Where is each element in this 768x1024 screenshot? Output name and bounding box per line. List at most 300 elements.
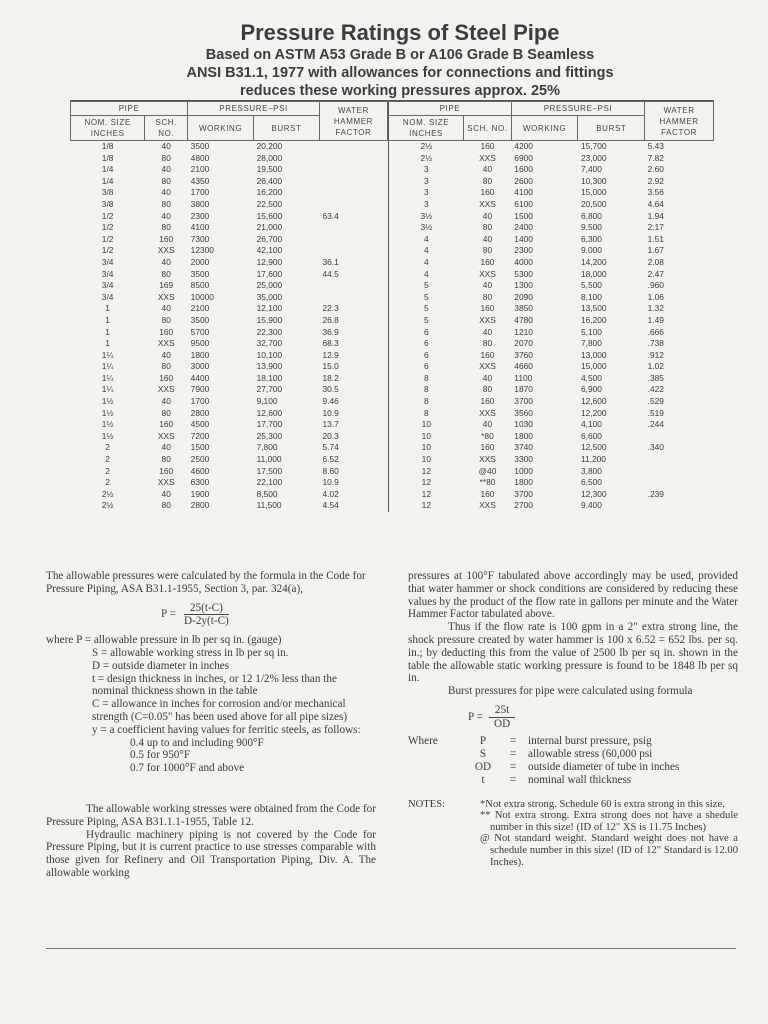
table-row	[389, 396, 714, 408]
cell-nom-size: 4	[389, 269, 464, 281]
cell-burst: 20,200	[256, 141, 283, 151]
table-row	[71, 431, 388, 443]
table-row	[71, 303, 388, 315]
cell-working: 2300	[190, 210, 210, 221]
cell-sch-no: 80	[161, 268, 171, 279]
cell-water-hammer: 13.7	[322, 419, 339, 430]
header-pipe: PIPE	[389, 102, 512, 116]
cell-sch-no: XXS	[479, 361, 496, 372]
table-row	[71, 454, 388, 466]
cell-sch-no: 80	[161, 152, 171, 163]
header-working: WORKING	[188, 116, 254, 141]
header-nom-size: NOM. SIZE INCHES	[71, 116, 145, 141]
bottom-rule	[46, 948, 736, 949]
cell-nom-size: 1¼	[101, 384, 114, 395]
spacer	[408, 774, 468, 787]
cell-nom-size: 2	[105, 454, 110, 465]
left-text-column	[46, 570, 376, 880]
pressure-tables	[70, 100, 714, 512]
cell-working: 3850	[514, 303, 533, 314]
cell-water-hammer	[319, 199, 387, 211]
cell-working: 1600	[514, 164, 533, 175]
cell-water-hammer: 1.49	[647, 314, 664, 325]
stress-source-paragraph: The allowable working stresses were obtained from the Code for Pressure Piping, ASA B31.1.1-1955, Table 12.	[46, 802, 376, 828]
left-pressure-table	[70, 101, 388, 512]
subtitle-line-1: Based on ASTM A53 Grade B or A106 Grade B Seamless	[205, 47, 595, 63]
cell-burst: 17,700	[256, 419, 283, 430]
cell-burst: 26,700	[256, 233, 283, 244]
cell-burst: 3,800	[580, 465, 602, 476]
cell-water-hammer	[319, 176, 387, 188]
def-equals: =	[509, 747, 517, 760]
cell-sch-no: 80	[161, 198, 171, 209]
def-description: nominal wall thickness	[528, 773, 632, 786]
cell-nom-size: 1½	[101, 419, 114, 430]
cell-nom-size: 8	[389, 384, 464, 396]
cell-water-hammer	[645, 466, 714, 478]
page-title: Pressure Ratings of Steel Pipe	[240, 20, 560, 45]
cell-burst: 28,000	[256, 152, 283, 163]
cell-water-hammer: 3.56	[647, 187, 664, 198]
cell-nom-size: 3/4	[101, 280, 114, 291]
cell-nom-size: 1¼	[101, 361, 114, 372]
cell-water-hammer: 8.60	[322, 465, 339, 476]
cell-working: 3700	[514, 396, 533, 407]
cell-sch-no: 40	[482, 164, 493, 175]
table-row	[71, 408, 388, 420]
cell-burst: 15,700	[580, 141, 607, 151]
table-row	[389, 222, 714, 234]
allowable-pressure-formula	[161, 602, 376, 629]
cell-working: 4500	[190, 419, 210, 430]
table-row	[71, 187, 388, 199]
table-row	[389, 384, 714, 396]
cell-burst: 9,000	[580, 245, 602, 256]
table-row	[389, 477, 714, 489]
cell-nom-size: 6	[389, 327, 464, 339]
cell-water-hammer: 1.06	[647, 291, 664, 302]
cell-water-hammer: 1.32	[647, 303, 664, 314]
cell-working: 3760	[514, 349, 533, 360]
cell-water-hammer	[645, 431, 714, 443]
cell-nom-size: 1	[105, 303, 110, 314]
cell-water-hammer: .519	[647, 407, 664, 418]
cell-working: 2400	[514, 222, 533, 233]
table-row	[389, 292, 714, 304]
cell-water-hammer: 15.0	[322, 361, 339, 372]
where-c: C = allowance in inches for corrosion and/or mechanical strength (C=0.05" has been used above for all pipe sizes)	[92, 698, 348, 723]
cell-water-hammer	[319, 164, 387, 176]
cell-nom-size: 5	[389, 315, 464, 327]
formula-intro: The allowable pressures were calculated by the formula in the Code for Pressure Piping, ASA B31.1-1955, Section 3, par. 324(a),	[46, 570, 366, 595]
cell-nom-size: 10	[389, 454, 464, 466]
cell-nom-size: 4	[389, 257, 464, 269]
table-row	[71, 466, 388, 478]
cell-nom-size: 5	[389, 280, 464, 292]
cell-burst: 15,000	[580, 361, 607, 372]
cell-working: 9500	[190, 338, 210, 349]
cell-sch-no: 80	[161, 500, 171, 511]
cell-water-hammer	[645, 477, 714, 489]
cell-burst: 15,600	[256, 210, 283, 221]
cell-sch-no: 80	[482, 222, 493, 233]
cell-nom-size: 3	[389, 176, 464, 188]
table-row	[389, 373, 714, 385]
cell-working: 2090	[514, 291, 533, 302]
cell-burst: 15,000	[580, 187, 607, 198]
cell-working: 1400	[514, 233, 533, 244]
table-row	[389, 245, 714, 257]
cell-working: 1800	[190, 349, 210, 360]
cell-working: 12300	[190, 245, 214, 256]
table-row	[71, 164, 388, 176]
cell-water-hammer: 26.8	[322, 314, 339, 325]
cell-nom-size: 10	[389, 419, 464, 431]
table-row	[71, 280, 388, 292]
cell-sch-no: 40	[482, 372, 493, 383]
cell-water-hammer: 30.5	[322, 384, 339, 395]
cell-burst: 21,000	[256, 222, 283, 233]
cell-sch-no: 80	[482, 338, 493, 349]
header-burst: BURST	[254, 116, 320, 141]
table-row	[389, 338, 714, 350]
cell-nom-size: 1¼	[101, 372, 114, 383]
table-row	[389, 164, 714, 176]
cell-sch-no: 160	[159, 372, 174, 383]
notes-label: NOTES:	[408, 798, 446, 810]
cell-water-hammer: .422	[647, 384, 664, 395]
cell-burst: 6,600	[580, 430, 602, 441]
cell-water-hammer	[319, 245, 387, 257]
cell-sch-no: 160	[480, 187, 495, 198]
cell-sch-no: 40	[161, 210, 171, 221]
cell-nom-size: 10	[389, 431, 464, 443]
cell-burst: 7,400	[580, 164, 602, 175]
cell-burst: 25,300	[256, 430, 283, 441]
cell-water-hammer: 2.92	[647, 175, 664, 186]
cell-sch-no: 160	[480, 488, 495, 499]
cell-sch-no: 40	[161, 141, 171, 151]
header-water-hammer: WATER HAMMER FACTOR	[319, 102, 387, 141]
spacer	[408, 761, 468, 774]
cell-working: 1800	[514, 477, 533, 488]
cell-sch-no: 80	[161, 407, 171, 418]
table-row	[389, 315, 714, 327]
subtitle-line-2: ANSI B31.1, 1977 with allowances for connections and fittings	[186, 65, 614, 81]
cell-sch-no: XXS	[479, 454, 496, 465]
cell-water-hammer: 2.17	[647, 222, 664, 233]
table-row	[71, 176, 388, 188]
cell-nom-size: 3	[389, 187, 464, 199]
table-row	[389, 153, 714, 165]
header-burst: BURST	[578, 116, 645, 141]
table-row	[389, 269, 714, 281]
cell-nom-size: 2½	[101, 488, 114, 499]
table-row	[71, 153, 388, 165]
cell-working: 1900	[190, 488, 210, 499]
cell-burst: 5,100	[580, 326, 602, 337]
cell-working: 7200	[190, 430, 210, 441]
cell-sch-no: 40	[482, 419, 493, 430]
cell-nom-size: 1/4	[101, 164, 114, 175]
cell-water-hammer: .340	[647, 442, 664, 453]
cell-burst: 11,500	[256, 500, 282, 511]
cell-burst: 42,100	[256, 245, 283, 256]
cell-sch-no: 80	[161, 361, 171, 372]
cell-working: 4000	[514, 256, 533, 267]
table-row	[389, 442, 714, 454]
cell-nom-size: 1/4	[101, 175, 114, 186]
cell-sch-no: XXS	[479, 198, 496, 209]
cell-working: 7900	[190, 384, 210, 395]
table-row	[389, 431, 714, 443]
note-3: @ Not standard weight. Standard weight does not have a schedule number in this size! (ID of 12" Standard is 12.00 Inches).	[480, 833, 738, 868]
cell-water-hammer: 1.51	[647, 233, 664, 244]
def-description: outside diameter of tube in inches	[528, 760, 680, 773]
header-nom-size: NOM. SIZE INCHES	[389, 116, 464, 141]
cell-burst: 12,600	[256, 407, 283, 418]
cell-burst: 23,000	[580, 152, 607, 163]
table-row	[389, 361, 714, 373]
cell-sch-no: 160	[480, 442, 495, 453]
table-row	[71, 442, 388, 454]
cell-water-hammer	[319, 292, 387, 304]
table-row	[71, 211, 388, 223]
cell-burst: 20,500	[580, 198, 607, 209]
cell-burst: 12,100	[256, 303, 283, 314]
cell-nom-size: 8	[389, 373, 464, 385]
where-d: D = outside diameter in inches	[92, 659, 230, 672]
cell-nom-size: 1	[105, 338, 110, 349]
cell-burst: 13,000	[580, 349, 607, 360]
cell-nom-size: 6	[389, 350, 464, 362]
cell-burst: 14,200	[580, 256, 607, 267]
cell-working: 1500	[514, 210, 533, 221]
hydraulic-paragraph: Hydraulic machinery piping is not covered by the Code for Pressure Piping, but it is current practice to use stresses comparable with those given for Refinery and Oil Transportation Piping, Div. A. The allowable working	[46, 828, 376, 879]
cell-burst: 12,600	[580, 396, 607, 407]
cell-nom-size: 1¼	[101, 349, 114, 360]
cell-working: 2100	[190, 164, 210, 175]
cell-sch-no: XXS	[157, 384, 175, 395]
where-y: y = a coefficient having values for ferritic steels, as follows:	[92, 723, 361, 736]
table-row	[71, 477, 388, 489]
cell-water-hammer: 18.2	[322, 372, 339, 383]
cell-sch-no: 40	[161, 442, 171, 453]
cell-burst: 9,400	[580, 500, 602, 511]
cell-nom-size: 4	[389, 234, 464, 246]
def-symbol: t	[481, 773, 485, 786]
cell-nom-size: 6	[389, 361, 464, 373]
cell-burst: 10,300	[580, 175, 607, 186]
table-row	[71, 338, 388, 350]
cell-water-hammer: 44.5	[322, 268, 339, 279]
burst-definitions	[408, 735, 738, 787]
cell-nom-size: 12	[389, 500, 464, 512]
header-sch-no: SCH. NO.	[464, 116, 512, 141]
cell-sch-no: XXS	[157, 245, 175, 256]
table-row	[389, 350, 714, 362]
cell-sch-no: *80	[481, 430, 494, 441]
table-row	[389, 419, 714, 431]
cell-sch-no: 40	[161, 396, 171, 407]
cell-water-hammer: 12.9	[322, 349, 339, 360]
cell-nom-size: 8	[389, 396, 464, 408]
cell-water-hammer	[319, 234, 387, 246]
def-equals: =	[509, 760, 517, 773]
cell-working: 2700	[514, 500, 533, 511]
cell-working: 3500	[190, 141, 210, 151]
cell-burst: 17,500	[256, 465, 283, 476]
cell-nom-size: 3½	[389, 211, 464, 223]
cell-burst: 11,000	[256, 454, 282, 465]
cell-sch-no: 160	[159, 465, 174, 476]
cell-water-hammer: 2.60	[647, 164, 664, 175]
cell-working: 1500	[190, 442, 210, 453]
cell-working: 4660	[514, 361, 533, 372]
note-1: *Not extra strong. Schedule 60 is extra strong in this size.	[480, 798, 725, 810]
where-t: t = design thickness in inches, or 12 1/2% less than the nominal thickness shown in the table	[92, 672, 337, 698]
cell-water-hammer	[319, 222, 387, 234]
burst-formula	[468, 704, 738, 731]
table-row	[389, 466, 714, 478]
table-row	[389, 176, 714, 188]
cell-working: 7300	[190, 233, 210, 244]
cell-burst: 11,200	[580, 454, 606, 465]
cell-burst: 17,600	[256, 268, 283, 279]
formula-numerator: 25(t-C)	[184, 602, 229, 616]
burst-formula-lhs: P =	[468, 710, 483, 723]
cell-burst: 13,900	[256, 361, 283, 372]
cell-working: 8500	[190, 280, 210, 291]
cell-burst: 12,300	[580, 488, 607, 499]
cell-sch-no: XXS	[479, 500, 496, 511]
cell-working: 3000	[190, 361, 210, 372]
cell-nom-size: 8	[389, 408, 464, 420]
subtitle-line-3: reduces these working pressures approx. 25%	[240, 83, 560, 99]
cell-nom-size: 1½	[101, 430, 114, 441]
cell-nom-size: 2½	[389, 141, 464, 153]
cell-burst: 12,900	[256, 256, 283, 267]
cell-sch-no: XXS	[157, 477, 175, 488]
cell-sch-no: XXS	[479, 152, 496, 163]
header-pressure: PRESSURE–PSI	[188, 102, 320, 116]
cell-sch-no: 40	[161, 349, 171, 360]
cell-water-hammer: 5.43	[647, 141, 664, 151]
cell-water-hammer	[319, 141, 387, 153]
cell-sch-no: 160	[480, 141, 495, 151]
cell-burst: 7,800	[256, 442, 278, 453]
table-row	[71, 373, 388, 385]
cell-working: 1300	[514, 280, 533, 291]
cell-sch-no: 160	[480, 349, 495, 360]
table-row	[71, 245, 388, 257]
cell-working: 1800	[514, 430, 533, 441]
cell-water-hammer: 22.3	[322, 303, 339, 314]
cell-sch-no: XXS	[157, 338, 175, 349]
cell-sch-no: @40	[478, 465, 497, 476]
cell-working: 6900	[514, 152, 533, 163]
cell-nom-size: 6	[389, 338, 464, 350]
notes-section	[408, 799, 738, 869]
cell-nom-size: 2½	[389, 153, 464, 165]
cell-burst: 22,100	[256, 477, 283, 488]
cell-working: 1100	[514, 372, 533, 383]
cell-sch-no: 80	[482, 175, 493, 186]
y-value-1: 0.4 up to and including 900°F	[130, 736, 264, 749]
cell-sch-no: 80	[482, 384, 493, 395]
cell-nom-size: 1/2	[101, 233, 114, 244]
table-row	[71, 350, 388, 362]
cell-nom-size: 3/4	[101, 256, 114, 267]
table-row	[389, 489, 714, 501]
cell-sch-no: 40	[161, 164, 171, 175]
header-pipe: PIPE	[71, 102, 188, 116]
table-row	[71, 361, 388, 373]
cell-water-hammer: .239	[647, 488, 664, 499]
cell-working: 3300	[514, 454, 533, 465]
cell-water-hammer: 63.4	[322, 210, 339, 221]
cell-water-hammer: 4.64	[647, 198, 664, 209]
cell-nom-size: 3	[389, 199, 464, 211]
cell-sch-no: XXS	[479, 268, 496, 279]
cell-water-hammer: 10.9	[322, 477, 339, 488]
cell-nom-size: 1/8	[101, 152, 114, 163]
cell-sch-no: XXS	[479, 407, 496, 418]
table-row	[389, 303, 714, 315]
cell-working: 4350	[190, 175, 210, 186]
cell-nom-size: 1/2	[101, 245, 114, 256]
cell-sch-no: 80	[161, 222, 171, 233]
cell-water-hammer: 10.9	[322, 407, 339, 418]
cell-burst: 6,900	[580, 384, 602, 395]
cell-nom-size: 3/4	[101, 268, 114, 279]
cell-sch-no: 40	[161, 303, 171, 314]
cell-water-hammer	[645, 454, 714, 466]
def-description: allowable stress (60,000 psi	[528, 747, 653, 760]
cell-burst: 4,500	[580, 372, 602, 383]
cell-sch-no: 80	[161, 314, 171, 325]
cell-sch-no: 80	[482, 291, 493, 302]
cell-working: 4200	[514, 141, 533, 151]
cell-burst: 7,800	[580, 338, 602, 349]
table-row	[71, 269, 388, 281]
cell-nom-size: 1	[105, 314, 110, 325]
header-pressure: PRESSURE–PSI	[511, 102, 644, 116]
cell-working: 1700	[190, 187, 210, 198]
water-hammer-paragraph: pressures at 100°F tabulated above accordingly may be used, provided that water hammer or shock conditions are considered by reducing these values by the product of the flow rate in gallons per minute and the Water Hammer Factor tabulated above.	[408, 570, 738, 621]
cell-burst: 6,500	[580, 477, 602, 488]
cell-nom-size: 1/8	[101, 141, 114, 151]
cell-water-hammer	[319, 280, 387, 292]
cell-burst: 27,700	[256, 384, 283, 395]
cell-burst: 8,500	[256, 488, 278, 499]
table-row	[71, 500, 388, 512]
cell-sch-no: 40	[161, 187, 171, 198]
cell-nom-size: 2	[105, 465, 110, 476]
table-row	[389, 257, 714, 269]
cell-working: 3740	[514, 442, 533, 453]
cell-working: 4100	[190, 222, 210, 233]
table-row	[389, 234, 714, 246]
cell-water-hammer: 1.94	[647, 210, 664, 221]
title-block	[80, 20, 720, 100]
spacer	[408, 748, 468, 761]
table-row	[389, 408, 714, 420]
cell-burst: 16,200	[256, 187, 283, 198]
cell-working: 1210	[514, 326, 533, 337]
cell-burst: 8,100	[580, 291, 602, 302]
cell-nom-size: 12	[389, 477, 464, 489]
